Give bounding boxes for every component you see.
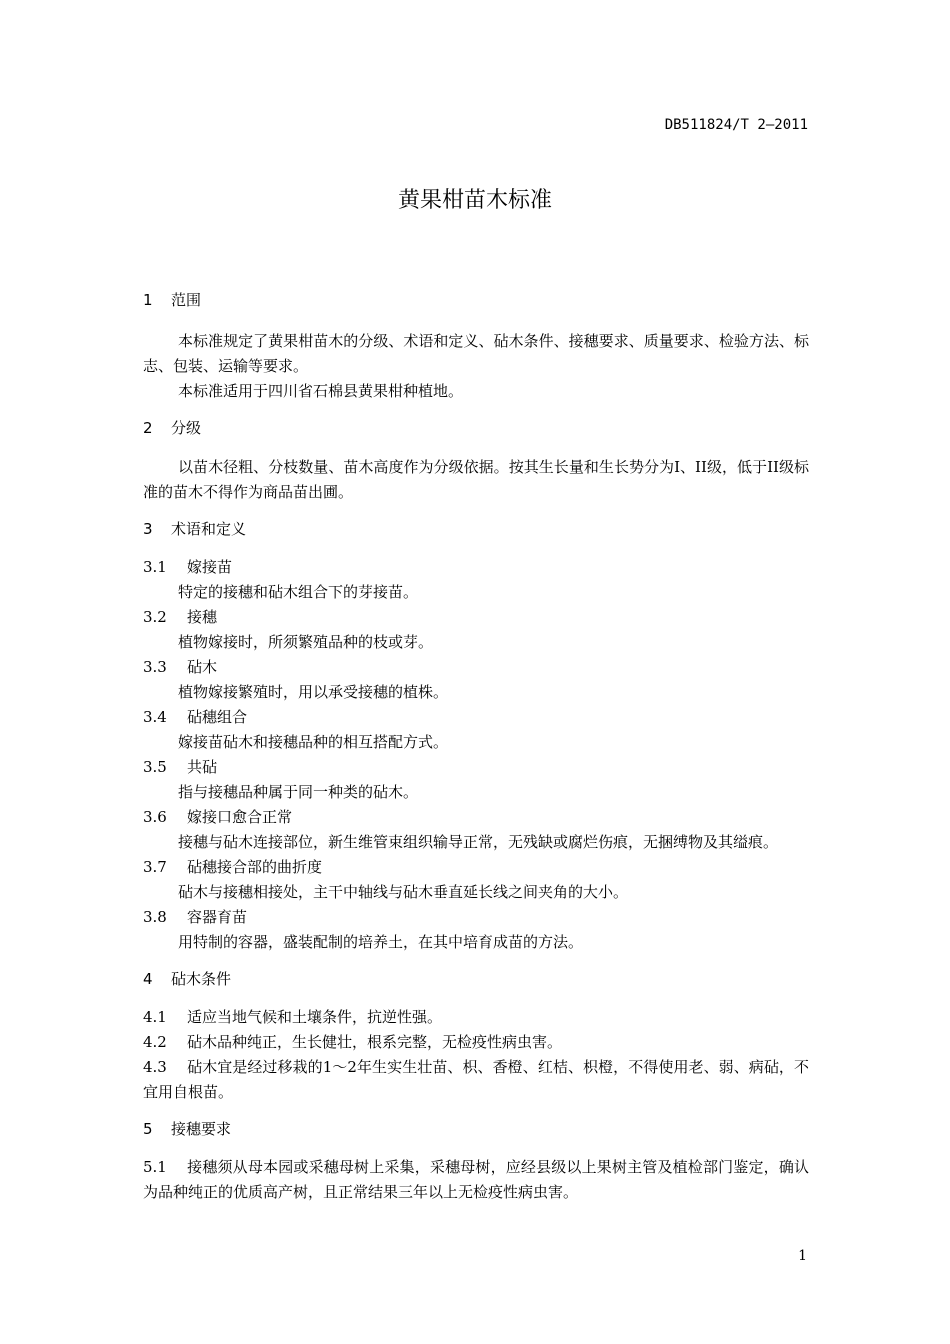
term-name: 砧穗组合 [187, 708, 248, 726]
term-heading [143, 805, 809, 830]
term-name: 嫁接口愈合正常 [187, 808, 293, 826]
clause [143, 1155, 809, 1205]
clause-number: 4.2 [143, 1033, 167, 1051]
term-name: 嫁接苗 [187, 558, 233, 576]
clause-text: 砧木宜是经过移栽的1～2年生实生壮苗、枳、香橙、红桔、枳橙，不得使用老、弱、病砧，不宜用自根苗。 [143, 1058, 809, 1101]
page-number: 1 [798, 1248, 807, 1264]
section-title: 分级 [171, 419, 202, 437]
clause [143, 1030, 809, 1055]
term-definition: 指与接穗品种属于同一种类的砧木。 [178, 783, 419, 801]
term-heading [143, 655, 809, 680]
document-title: 黄果柑苗木标准 [397, 188, 552, 213]
term-definition: 植物嫁接时，所须繁殖品种的枝或芽。 [178, 633, 434, 651]
term-heading [143, 605, 809, 630]
term-number: 3.4 [143, 708, 167, 726]
clause [143, 1055, 809, 1105]
term-heading [143, 555, 809, 580]
section-heading-4 [143, 967, 809, 991]
term-number: 3.6 [143, 808, 167, 826]
section-heading-3 [143, 517, 809, 541]
clause-number: 5.1 [143, 1158, 167, 1176]
clause-text: 砧木品种纯正，生长健壮，根系完整，无检疫性病虫害。 [187, 1033, 563, 1051]
term-definition: 砧木与接穗相接处，主干中轴线与砧木垂直延长线之间夹角的大小。 [178, 883, 629, 901]
term-number: 3.2 [143, 608, 167, 626]
term-heading [143, 755, 809, 780]
term-heading [143, 905, 809, 930]
section-title: 术语和定义 [171, 520, 247, 538]
term-definition: 嫁接苗砧木和接穗品种的相互搭配方式。 [178, 733, 449, 751]
section-title: 接穗要求 [171, 1120, 232, 1138]
term-number: 3.7 [143, 858, 167, 876]
term-name: 共砧 [187, 758, 218, 776]
paragraph: 本标准适用于四川省石棉县黄果柑种植地。 [178, 382, 464, 400]
section-title: 范围 [171, 291, 202, 309]
section-number: 4 [143, 970, 153, 988]
term-definition: 植物嫁接繁殖时，用以承受接穗的植株。 [178, 683, 449, 701]
standard-code: DB511824/T 2—2011 [664, 117, 808, 133]
term-number: 3.3 [143, 658, 167, 676]
section-number: 2 [143, 419, 153, 437]
term-number: 3.8 [143, 908, 167, 926]
paragraph: 本标准规定了黄果柑苗木的分级、术语和定义、砧木条件、接穗要求、质量要求、检验方法、标志、包装、运输等要求。 [143, 332, 809, 375]
document-body [143, 288, 809, 1205]
section-heading-1 [143, 288, 809, 312]
term-definition: 用特制的容器，盛装配制的培养土，在其中培育成苗的方法。 [178, 933, 584, 951]
term-heading [143, 705, 809, 730]
section-number: 5 [143, 1120, 153, 1138]
term-definition: 特定的接穗和砧木组合下的芽接苗。 [178, 583, 419, 601]
clause-number: 4.1 [143, 1008, 167, 1026]
paragraph: 以苗木径粗、分枝数量、苗木高度作为分级依据。按其生长量和生长势分为I、II级，低于II级标准的苗木不得作为商品苗出圃。 [143, 458, 809, 501]
clause-text: 接穗须从母本园或采穗母树上采集，采穗母树，应经县级以上果树主管及植检部门鉴定，确认为品种纯正的优质高产树，且正常结果三年以上无检疫性病虫害。 [143, 1158, 809, 1201]
term-definition: 接穗与砧木连接部位，新生维管束组织输导正常，无残缺或腐烂伤痕，无捆缚物及其缢痕。 [178, 833, 779, 851]
section-heading-5 [143, 1117, 809, 1141]
term-number: 3.1 [143, 558, 167, 576]
term-name: 容器育苗 [187, 908, 248, 926]
clause [143, 1005, 809, 1030]
section-title: 砧木条件 [171, 970, 232, 988]
section-number: 1 [143, 291, 153, 309]
term-name: 接穗 [187, 608, 218, 626]
term-name: 砧穗接合部的曲折度 [187, 858, 323, 876]
section-heading-2 [143, 416, 809, 440]
term-number: 3.5 [143, 758, 167, 776]
term-name: 砧木 [187, 658, 218, 676]
section-number: 3 [143, 520, 153, 538]
term-heading [143, 855, 809, 880]
clause-number: 4.3 [143, 1058, 167, 1076]
clause-text: 适应当地气候和土壤条件，抗逆性强。 [187, 1008, 443, 1026]
